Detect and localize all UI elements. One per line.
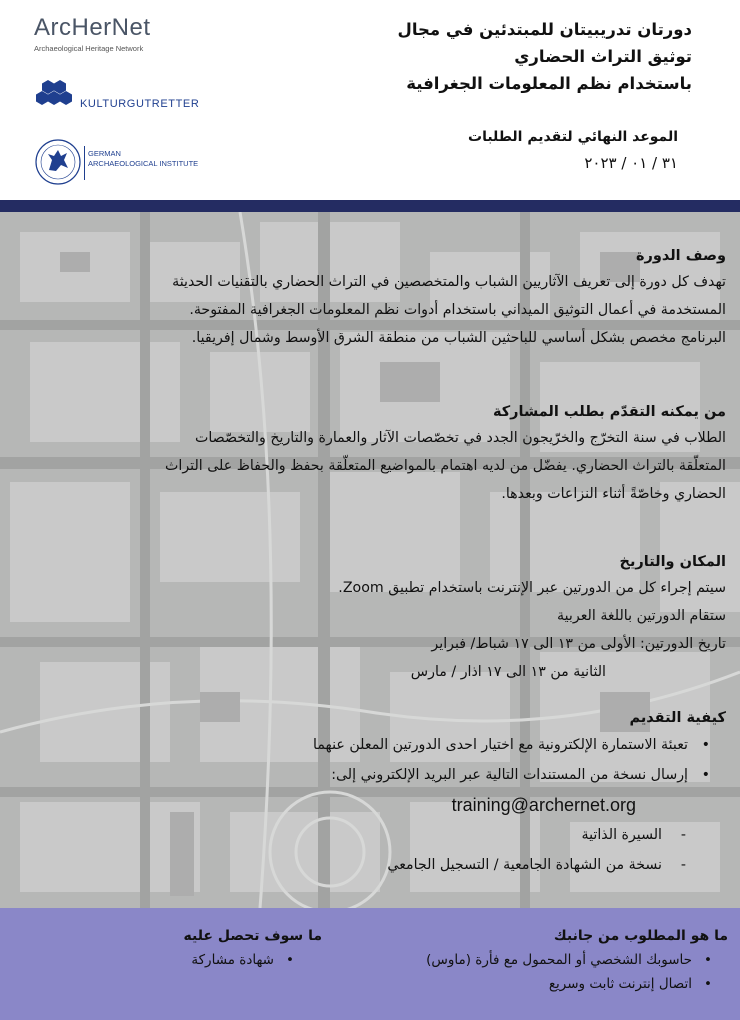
- description-text: [172, 268, 726, 352]
- archernet-logo: [34, 14, 174, 53]
- venue-title: المكان والتاريخ: [619, 554, 726, 570]
- deadline-block: [378, 124, 678, 176]
- dai-divider: [84, 146, 86, 180]
- venue-zoom-line: سيتم إجراء كل من الدورتين عبر الإنترنت باستخدام تطبيق Zoom.: [338, 580, 726, 596]
- bullet-icon: •: [704, 952, 712, 968]
- list-item: [313, 730, 710, 760]
- required-item-text: حاسوبك الشخصي أو المحمول مع فأرة (ماوس): [426, 952, 692, 968]
- eligibility-title: من يمكنه التقدّم بطلب المشاركة: [492, 404, 726, 420]
- description-line: تهدف كل دورة إلى تعريف الآثاريين الشباب والمتخصصين في التراث الحضاري بالتقنيات الحديثة: [172, 274, 726, 290]
- list-item: [102, 948, 298, 972]
- archernet-tagline: Archaeological Heritage Network: [34, 44, 144, 53]
- document-text: نسخة من الشهادة الجامعية / التسجيل الجامعي: [387, 857, 662, 873]
- deadline-label: الموعد النهائي لتقديم الطلبات: [468, 129, 678, 145]
- eligibility-line: الحضاري وخاصّةً أثناء النزاعات وبعدها.: [501, 486, 726, 502]
- eligibility-text: [165, 424, 726, 508]
- kulturgutretter-text: KULTURGUTRETTER: [80, 98, 200, 110]
- dai-line1: GERMAN: [88, 149, 121, 158]
- section-venue: [338, 550, 726, 686]
- dai-logo-text: [88, 149, 198, 169]
- receive-list: [102, 948, 322, 972]
- receive-title: ما سوف تحصل عليه: [183, 928, 322, 944]
- eligibility-line: المتعلّقة بالتراث الحضاري. يفضّل من لديه اهتمام بالمواضيع المتعلّقة بحفظ والحفاظ على التراث: [165, 458, 726, 474]
- bullet-icon: •: [701, 767, 710, 783]
- section-eligibility: [165, 400, 726, 508]
- header-divider-bar: [0, 200, 740, 212]
- required-documents: [313, 820, 726, 880]
- required-list: [348, 948, 728, 996]
- dai-line2: ARCHAEOLOGICAL INSTITUTE: [88, 159, 199, 168]
- description-line: البرنامج مخصص بشكل أساسي للباحثين الشباب من منطقة الشرق الأوسط وشمال إفريقيا.: [191, 330, 726, 346]
- bullet-icon: •: [286, 952, 294, 968]
- apply-step-text: تعبئة الاستمارة الإلكترونية مع اختيار احدى الدورتين المعلن عنهما: [313, 737, 688, 753]
- description-line: المستخدمة في أعمال التوثيق الميداني باستخدام أدوات نظم المعلومات الجغرافية المفتوحة.: [189, 302, 726, 318]
- bullet-icon: •: [701, 737, 710, 753]
- page-title: [272, 16, 692, 97]
- dai-logo: [34, 138, 224, 188]
- apply-title: كيفية التقديم: [629, 710, 726, 726]
- receive-item-text: شهادة مشاركة: [191, 952, 274, 968]
- dash-icon: -: [680, 827, 686, 843]
- section-description: [172, 244, 726, 352]
- venue-text: [338, 574, 726, 686]
- document-text: السيرة الذاتية: [581, 827, 662, 843]
- email-link[interactable]: training@archernet.org: [451, 795, 636, 815]
- apply-step-text: إرسال نسخة من المستندات التالية عبر البريد الإلكتروني إلى:: [331, 767, 688, 783]
- dash-icon: -: [680, 857, 686, 873]
- footer-panel: [0, 908, 740, 1020]
- required-title: ما هو المطلوب من جانبك: [553, 928, 728, 944]
- griffin-seal-icon: [34, 138, 82, 186]
- eligibility-line: الطلاب في سنة التخرّج والخرّيجون الجدد في تخصّصات الآثار والعمارة والتاريخ والتخصّصات: [195, 430, 726, 446]
- required-item-text: اتصال إنترنت ثابت وسريع: [548, 976, 692, 992]
- footer-required: [348, 924, 728, 996]
- footer-receive: [102, 924, 322, 972]
- list-item: [313, 850, 686, 880]
- hexagon-cluster-icon: [34, 78, 78, 114]
- archernet-logo-text: ArcHerNet: [34, 14, 151, 41]
- main-content: [0, 212, 740, 908]
- bullet-icon: •: [704, 976, 712, 992]
- title-line-3: باستخدام نظم المعلومات الجغرافية: [406, 74, 692, 93]
- apply-steps: [313, 730, 726, 790]
- kulturgutretter-logo: [34, 78, 204, 114]
- section-apply: [313, 706, 726, 880]
- header-area: [0, 0, 740, 200]
- venue-second-date-line: الثانية من ١٣ الى ١٧ اذار / مارس: [410, 664, 606, 680]
- list-item: [313, 760, 710, 790]
- venue-dates-line: تاريخ الدورتين: الأولى من ١٣ الى ١٧ شباط/ فبراير: [431, 636, 726, 652]
- list-item: [348, 972, 716, 996]
- description-title: وصف الدورة: [635, 248, 726, 264]
- title-line-2: توثيق التراث الحضاري: [514, 47, 692, 66]
- deadline-date: ٣١ / ٠١ / ٢٠٢٣: [584, 154, 678, 172]
- title-line-1: دورتان تدريبيتان للمبتدئين في مجال: [397, 20, 692, 39]
- list-item: [313, 820, 686, 850]
- list-item: [348, 948, 716, 972]
- venue-language-line: ستقام الدورتين باللغة العربية: [557, 608, 726, 624]
